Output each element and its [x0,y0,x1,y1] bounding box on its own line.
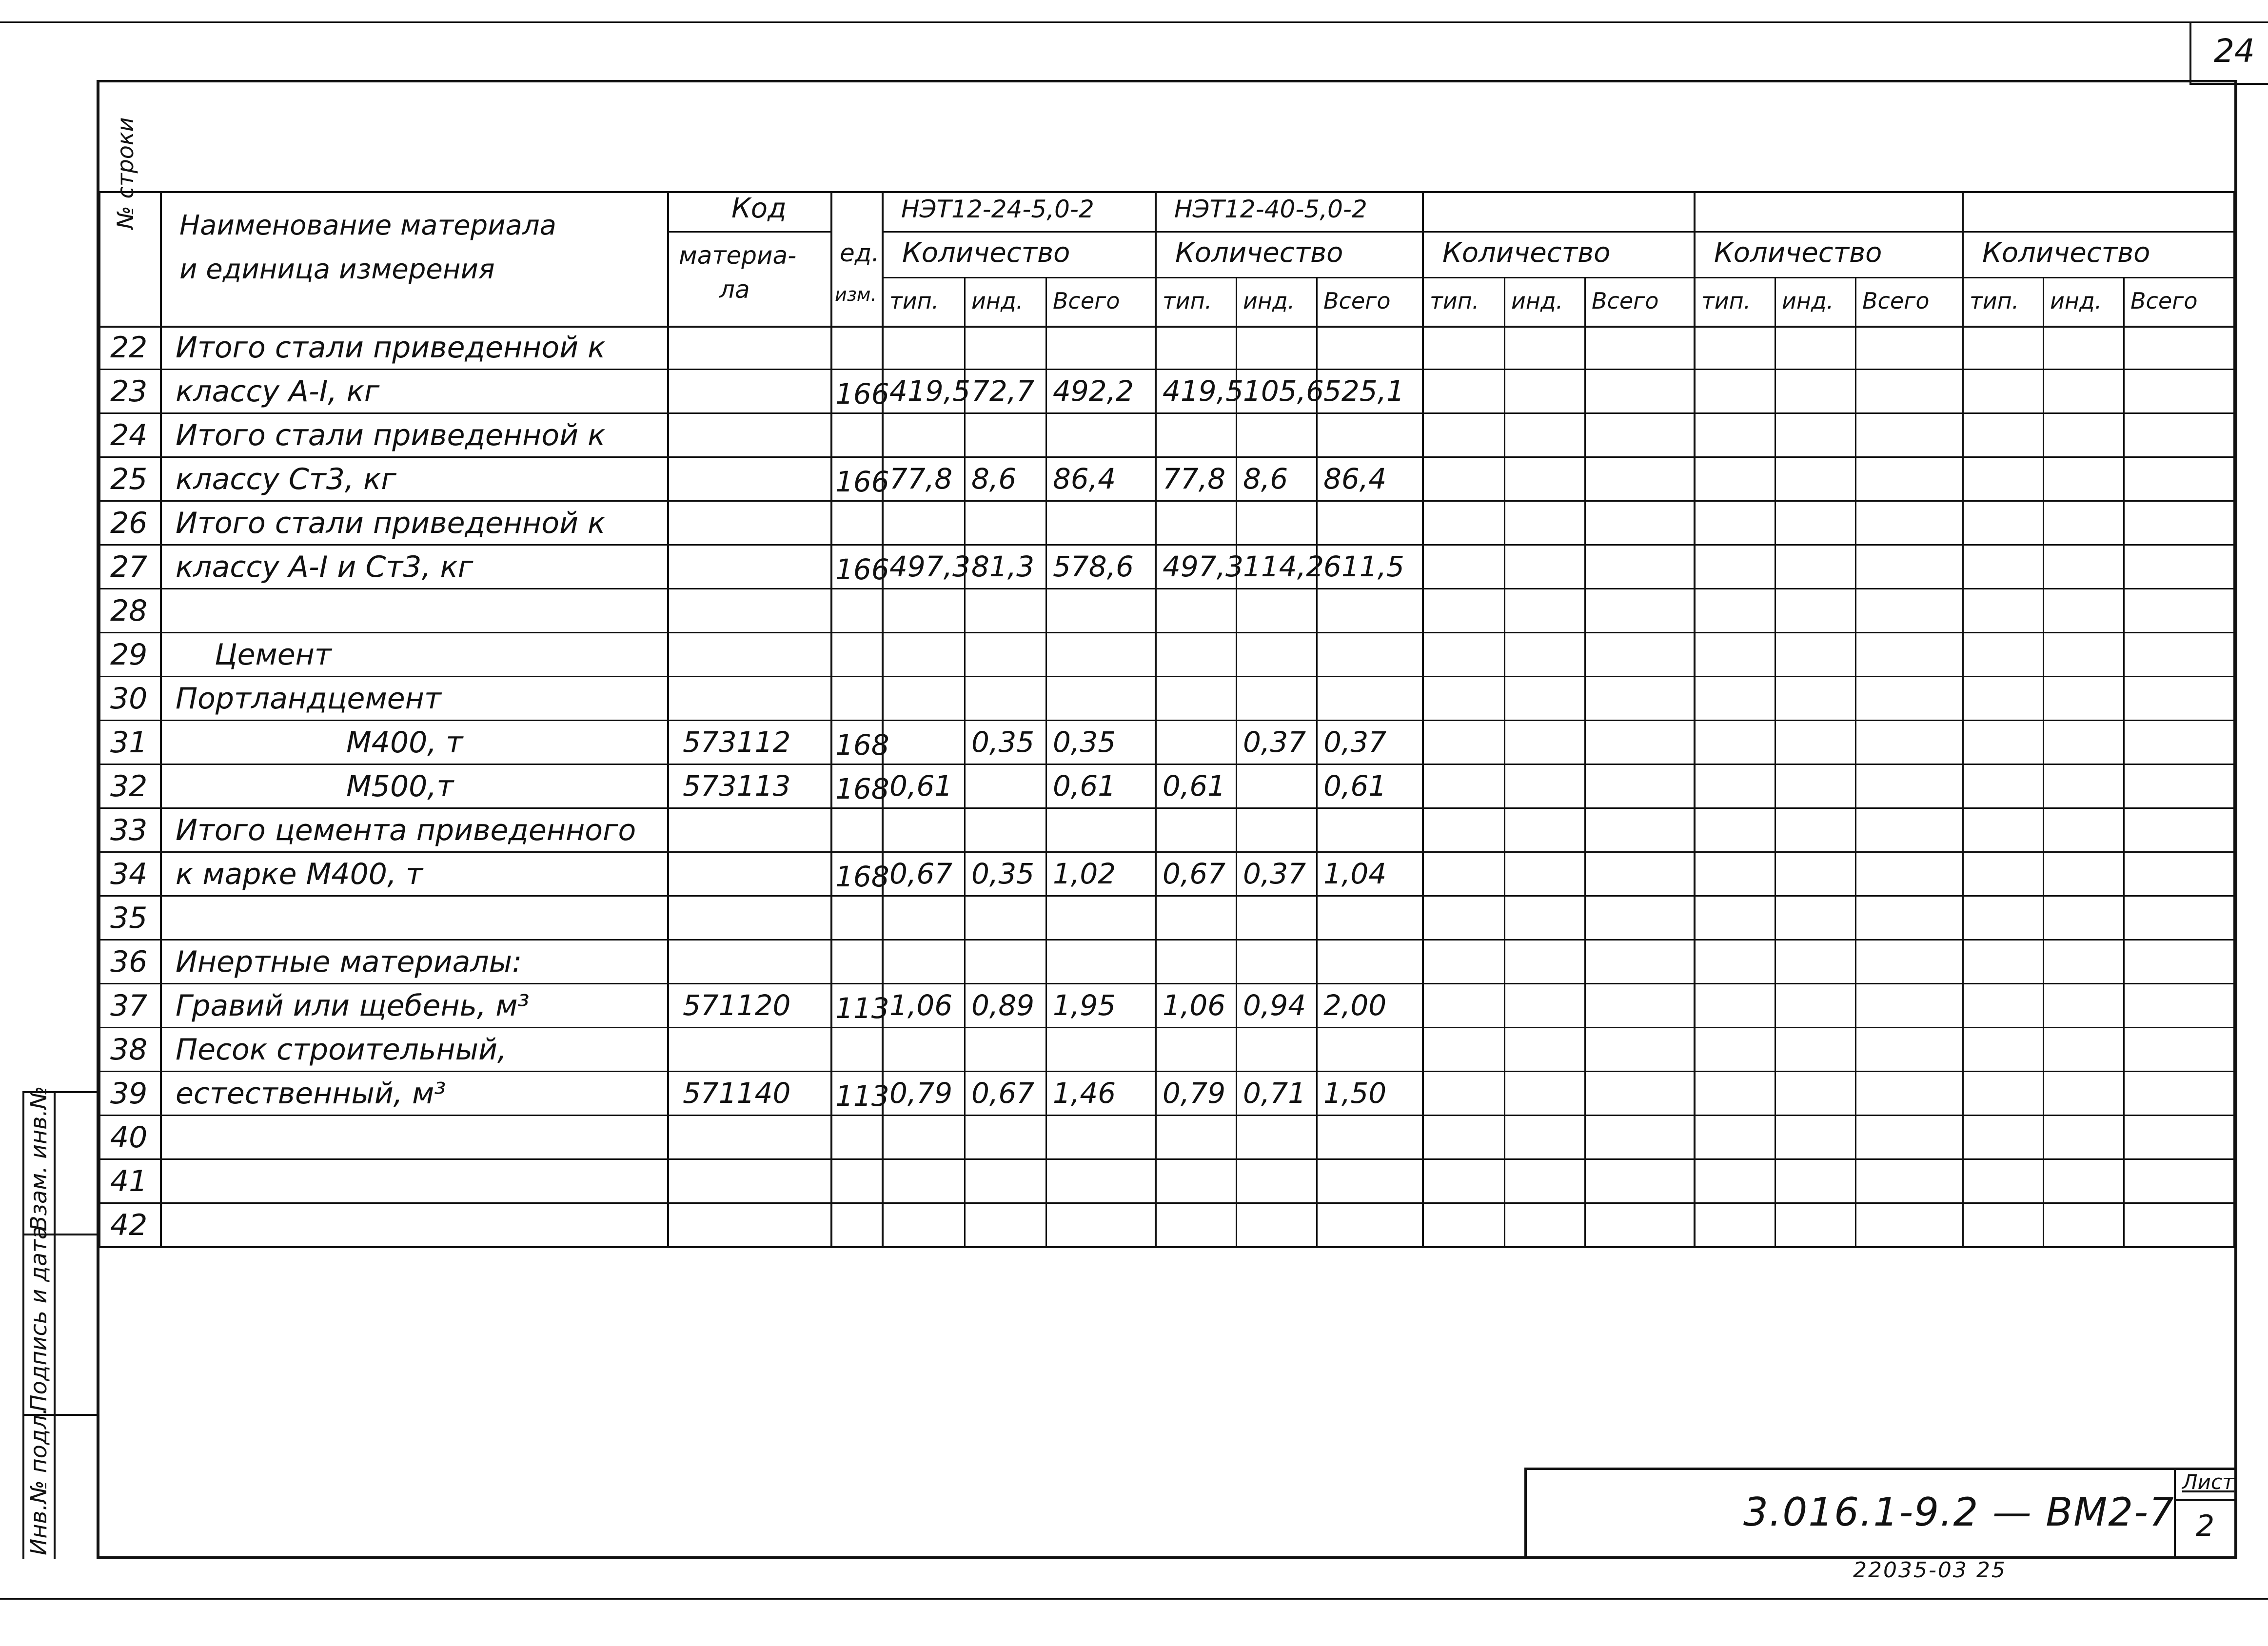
quantity-value: 0,37 [1323,725,1387,759]
row-line [99,1115,2234,1116]
subcolumn-header: Всего [2130,288,2198,314]
row-number: 33 [110,813,148,847]
row-number: 23 [110,374,148,409]
quantity-value: 0,37 [1243,857,1306,890]
column-line [1422,191,1424,1247]
material-name: классу А-I и Ст3, кг [176,550,473,584]
qty-header-line [883,231,2234,233]
row-line [99,500,2234,502]
header-bottom-line [99,326,2234,328]
row-line [99,983,2234,984]
quantity-value: 81,3 [971,550,1035,583]
subcolumn-line [1236,277,1237,1247]
material-name: Цемент [215,638,332,672]
quantity-value: 1,02 [1053,857,1116,890]
unit-code: 168 [835,860,889,893]
row-line [99,588,2234,589]
column-line [1962,191,1964,1247]
material-code: 573112 [683,725,791,759]
quantity-value: 0,71 [1243,1077,1306,1110]
quantity-value: 0,35 [971,725,1035,759]
subcolumn-header: тип. [1430,288,1479,314]
subcolumn-header: Всего [1592,288,1659,314]
side-stamp-link-1 [54,1234,99,1235]
subcolumn-line [1316,277,1318,1247]
row-line [99,369,2234,370]
material-code: 571140 [683,1077,791,1110]
row-line [99,1202,2234,1204]
column-line [1155,191,1157,1247]
row-line [99,1071,2234,1072]
quantity-value: 8,6 [971,462,1017,495]
subcolumn-header: инд. [1511,288,1563,314]
unit-code: 113 [835,1079,889,1113]
row-number: 42 [110,1208,148,1242]
row-line [99,1027,2234,1028]
row-line [99,1158,2234,1160]
subcolumn-header: инд. [1782,288,1834,314]
row-number-header: № строки [112,117,138,229]
quantity-value: 419,5 [1163,374,1244,408]
subcolumn-header: тип. [1163,288,1212,314]
quantity-value: 0,67 [971,1077,1035,1110]
row-number: 29 [110,638,148,672]
bottom-rule [0,1598,2268,1600]
unit-code: 166 [835,553,889,586]
unit-code: 113 [835,992,889,1025]
row-number: 34 [110,857,148,891]
side-stamp-inner [54,1091,56,1559]
subcolumn-header: инд. [1243,288,1295,314]
row-line [99,851,2234,853]
row-number: 36 [110,945,148,979]
unit-code: 168 [835,772,889,805]
column-line [160,191,162,1247]
quantity-value: 0,61 [1053,769,1116,803]
material-name: классу Ст3, кг [176,462,396,496]
unit-header-line1: ед. [840,239,880,267]
quantity-value: 77,8 [1163,462,1226,495]
material-name: Итого стали приведенной к [176,331,606,365]
subcolumn-line [1584,277,1586,1247]
subcolumn-header: тип. [889,288,939,314]
sheet-number: 2 [2196,1509,2215,1543]
row-line [99,456,2234,458]
column-line [2233,191,2235,1247]
quantity-value: 2,00 [1323,989,1387,1022]
quantity-value: 578,6 [1053,550,1134,583]
title-block-top [1525,1468,2236,1470]
row-number: 22 [110,331,148,365]
subheader-line [883,277,2234,278]
subcolumn-line [1045,277,1047,1247]
code-header: Код [731,193,787,224]
group-quantity-label: Количество [1442,237,1611,269]
quantity-value: 0,61 [1323,769,1387,803]
quantity-value: 0,35 [971,857,1035,890]
quantity-value: 1,46 [1053,1077,1116,1110]
quantity-value: 86,4 [1053,462,1116,495]
title-block-left [1524,1468,1527,1558]
row-number: 38 [110,1033,148,1067]
quantity-value: 0,89 [971,989,1035,1022]
row-number: 24 [110,418,148,452]
sheet-label: Лист [2182,1470,2234,1494]
row-line [99,632,2234,633]
row-line [99,1246,2234,1248]
row-line [99,895,2234,897]
material-name: Итого цемента приведенного [176,813,636,847]
quantity-value: 0,79 [889,1077,953,1110]
name-header-line2: и единица измерения [179,254,495,285]
subcolumn-header: Всего [1323,288,1391,314]
page-number-box-bottom [2189,83,2268,85]
document-code: 3.016.1-9.2 — ВМ2-7 [1743,1489,2175,1535]
quantity-value: 72,7 [971,374,1035,408]
row-number: 25 [110,462,148,496]
row-number: 35 [110,901,148,935]
subcolumn-header: тип. [1701,288,1751,314]
subcolumn-line [964,277,966,1247]
unit-header-line2: изм. [835,284,877,305]
subcolumn-header: Всего [1862,288,1930,314]
side-label-inv-no: Инв.№ подл. [25,1408,52,1555]
quantity-value: 8,6 [1243,462,1288,495]
code-header-line [668,231,831,233]
group-title: НЭТ12-40-5,0-2 [1174,195,1367,223]
row-line [99,807,2234,809]
column-line [667,191,669,1247]
row-number: 41 [110,1164,148,1198]
row-number: 32 [110,769,148,803]
material-name: естественный, м³ [176,1077,446,1111]
quantity-value: 1,95 [1053,989,1116,1022]
row-number: 27 [110,550,148,584]
material-name: классу А-I, кг [176,374,380,409]
group-quantity-label: Количество [1714,237,1882,269]
quantity-value: 1,06 [889,989,953,1022]
unit-code: 168 [835,728,889,762]
row-number: 30 [110,682,148,716]
quantity-value: 1,04 [1323,857,1387,890]
quantity-value: 0,79 [1163,1077,1226,1110]
group-quantity-label: Количество [1175,237,1343,269]
subcolumn-header: тип. [1970,288,2019,314]
subcolumn-line [2043,277,2044,1247]
material-name: Песок строительный, [176,1033,507,1067]
quantity-value: 497,3 [889,550,971,583]
subcolumn-line [2123,277,2125,1247]
column-line [99,191,100,1247]
quantity-value: 0,94 [1243,989,1306,1022]
quantity-value: 611,5 [1323,550,1405,583]
group-quantity-label: Количество [1982,237,2150,269]
quantity-value: 77,8 [889,462,953,495]
quantity-value: 0,37 [1243,725,1306,759]
unit-code: 166 [835,377,889,411]
page-number: 24 [2214,32,2255,70]
material-header-line1: материа- [679,241,797,270]
side-label-replaced-inv: Взам. инв.№ [25,1086,52,1231]
page-number-box-left [2189,22,2191,85]
quantity-value: 0,61 [889,769,953,803]
material-code: 571120 [683,989,791,1022]
row-number: 31 [110,725,148,760]
quantity-value: 1,50 [1323,1077,1387,1110]
quantity-value: 1,06 [1163,989,1226,1022]
material-name: к марке М400, т [176,857,423,891]
row-line [99,676,2234,677]
side-stamp-link-2 [54,1414,99,1416]
quantity-value: 105,6 [1243,374,1324,408]
row-line [99,720,2234,721]
quantity-value: 0,61 [1163,769,1226,803]
side-stamp-link-top [54,1091,99,1093]
row-number: 26 [110,506,148,540]
unit-code: 166 [835,465,889,498]
footer-archive-number: 22035-03 25 [1853,1558,2007,1583]
quantity-value: 0,67 [1163,857,1226,890]
row-line [99,544,2234,546]
row-line [99,412,2234,414]
row-number: 39 [110,1077,148,1111]
subcolumn-header: Всего [1053,288,1120,314]
column-line [830,191,832,1247]
side-label-signature-date: Подпись и дата [25,1225,52,1411]
quantity-value: 0,35 [1053,725,1116,759]
quantity-value: 0,67 [889,857,953,890]
subcolumn-line [1775,277,1776,1247]
row-number: 37 [110,989,148,1023]
row-line [99,764,2234,765]
frame-top [98,80,2236,82]
material-name: Итого стали приведенной к [176,418,606,452]
row-number: 28 [110,594,148,628]
table-top-line [99,191,2234,193]
title-block-sheet-label-rule [2174,1499,2236,1501]
top-rule [0,21,2268,23]
quantity-value: 492,2 [1053,374,1134,408]
group-quantity-label: Количество [902,237,1070,269]
subcolumn-header: инд. [2050,288,2102,314]
subcolumn-header: инд. [971,288,1024,314]
material-header-line2: ла [719,275,750,304]
column-line [1694,191,1696,1247]
quantity-value: 525,1 [1323,374,1405,408]
material-name: Портландцемент [176,682,441,716]
material-name: Итого стали приведенной к [176,506,606,540]
quantity-value: 497,3 [1163,550,1244,583]
row-number: 40 [110,1120,148,1155]
quantity-value: 86,4 [1323,462,1387,495]
side-stamp-left [22,1091,24,1559]
material-code: 573113 [683,769,791,803]
subcolumn-line [1504,277,1505,1247]
group-title: НЭТ12-24-5,0-2 [901,195,1094,223]
quantity-value: 114,2 [1243,550,1324,583]
material-name: М500,т [346,769,454,803]
material-name: Инертные материалы: [176,945,522,979]
material-name: М400, т [346,725,463,760]
quantity-value: 419,5 [889,374,971,408]
row-line [99,939,2234,941]
subcolumn-line [1855,277,1856,1247]
name-header-line1: Наименование материала [179,210,556,241]
material-name: Гравий или щебень, м³ [176,989,530,1023]
